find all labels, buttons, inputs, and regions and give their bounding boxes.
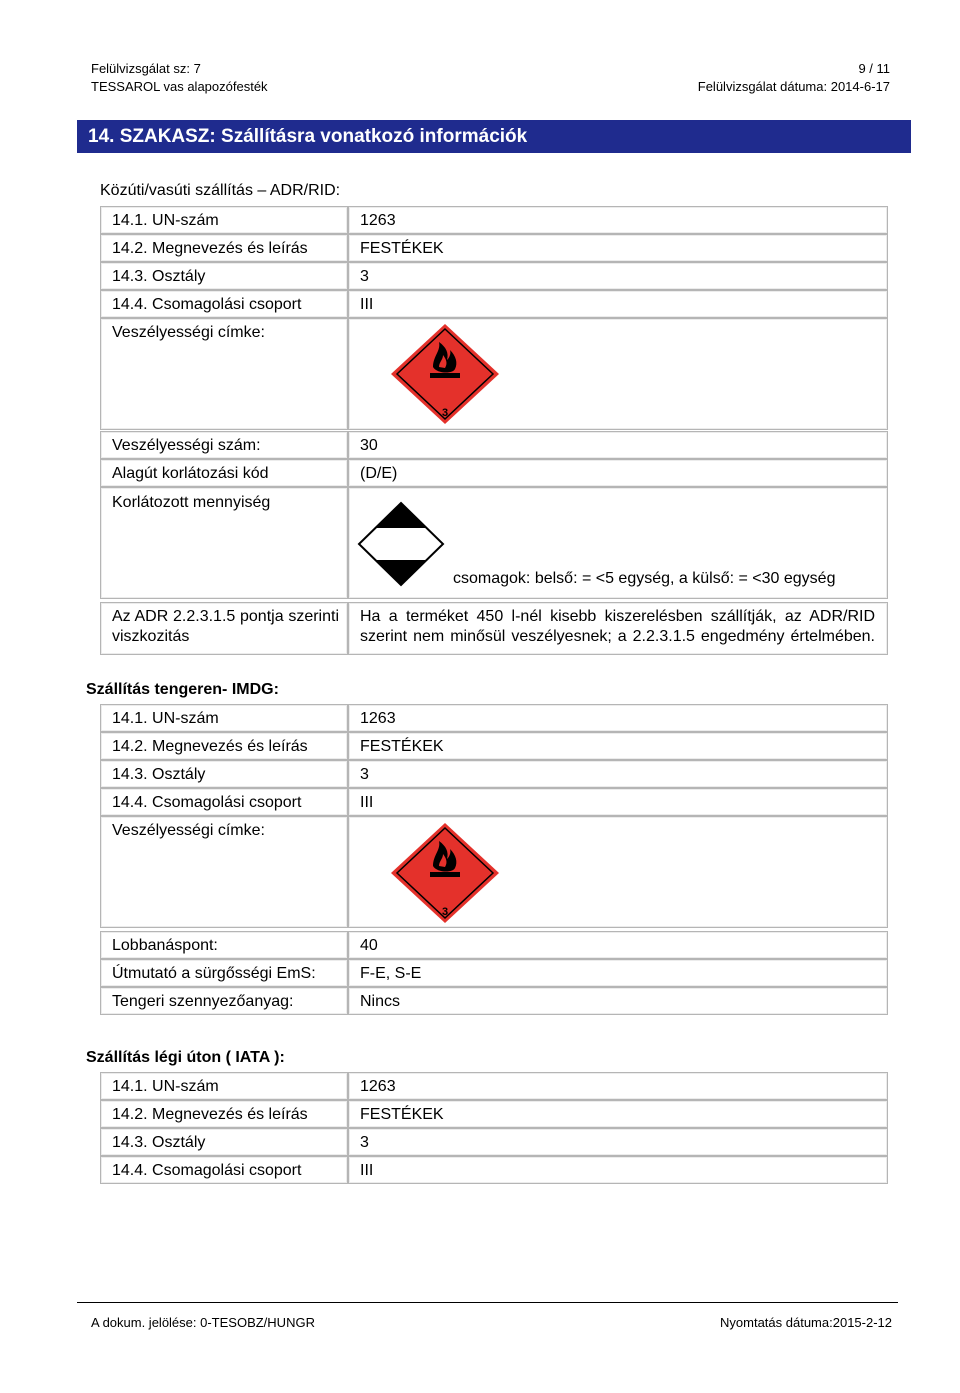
limited-quantity-note: csomagok: belső: = <5 egység, a külső: = <30 egység (453, 570, 836, 587)
road-tunnel-code-value: (D/E) (348, 459, 888, 487)
footer-divider (77, 1302, 898, 1303)
road-shipping-name-label: 14.2. Megnevezés és leírás (100, 234, 348, 262)
flash-point-label: Lobbanáspont: (100, 931, 348, 959)
sea-transport-title: Szállítás tengeren- IMDG: (86, 681, 279, 698)
road-hazard-label-cell (348, 318, 888, 430)
air-class-value: 3 (348, 1128, 888, 1156)
road-hazard-label-title: Veszélyességi címke: (100, 318, 348, 430)
revision-number: Felülvizsgálat sz: 7 (91, 61, 201, 76)
sea-shipping-name-label: 14.2. Megnevezés és leírás (100, 732, 348, 760)
road-un-number-value: 1263 (348, 206, 888, 234)
air-un-number-label: 14.1. UN-szám (100, 1072, 348, 1100)
sea-packing-group-label: 14.4. Csomagolási csoport (100, 788, 348, 816)
sea-hazard-class-number: 3 (441, 906, 449, 918)
air-un-number-value: 1263 (348, 1072, 888, 1100)
limited-quantity-icon (357, 501, 445, 587)
road-un-number-label: 14.1. UN-szám (100, 206, 348, 234)
adr-viscosity-value: Ha a terméket 450 l-nél kisebb kiszerelésben szállítják, az ADR/RID szerint nem minősül veszélyesnek; a 2.2.3.1.5 engedmény értelmében. (348, 602, 888, 655)
sea-hazard-label-title: Veszélyességi címke: (100, 816, 348, 928)
document-id: A dokum. jelölése: 0-TESOBZ/HUNGR (91, 1315, 315, 1330)
road-hazard-number-label: Veszélyességi szám: (100, 431, 348, 459)
sea-hazard-label-cell (348, 816, 888, 928)
road-packing-group-value: III (348, 290, 888, 318)
limited-quantity-cell (348, 487, 888, 599)
adr-viscosity-label: Az ADR 2.2.3.1.5 pontja szerinti viszkozitás (100, 602, 348, 655)
sea-class-label: 14.3. Osztály (100, 760, 348, 788)
air-shipping-name-value: FESTÉKEK (348, 1100, 888, 1128)
limited-quantity-label: Korlátozott mennyiség (100, 487, 348, 599)
print-date: Nyomtatás dátuma:2015-2-12 (720, 1315, 892, 1330)
flash-point-value: 40 (348, 931, 888, 959)
air-shipping-name-label: 14.2. Megnevezés és leírás (100, 1100, 348, 1128)
flammable-liquid-icon (389, 322, 501, 426)
road-hazard-number-value: 30 (348, 431, 888, 459)
air-class-label: 14.3. Osztály (100, 1128, 348, 1156)
marine-pollutant-label: Tengeri szennyezőanyag: (100, 987, 348, 1015)
road-tunnel-code-label: Alagút korlátozási kód (100, 459, 348, 487)
sea-un-number-value: 1263 (348, 704, 888, 732)
sea-class-value: 3 (348, 760, 888, 788)
sea-packing-group-value: III (348, 788, 888, 816)
air-transport-title: Szállítás légi úton ( IATA ): (86, 1049, 285, 1066)
air-packing-group-value: III (348, 1156, 888, 1184)
road-class-label: 14.3. Osztály (100, 262, 348, 290)
section-title-bar: 14. SZAKASZ: Szállításra vonatkozó információk (77, 120, 911, 153)
road-class-value: 3 (348, 262, 888, 290)
sea-shipping-name-value: FESTÉKEK (348, 732, 888, 760)
road-shipping-name-value: FESTÉKEK (348, 234, 888, 262)
page-number: 9 / 11 (858, 61, 890, 76)
road-hazard-class-number: 3 (441, 407, 449, 419)
road-transport-title: Közúti/vasúti szállítás – ADR/RID: (100, 182, 341, 199)
revision-date: Felülvizsgálat dátuma: 2014-6-17 (697, 79, 890, 94)
sea-un-number-label: 14.1. UN-szám (100, 704, 348, 732)
road-packing-group-label: 14.4. Csomagolási csoport (100, 290, 348, 318)
product-name: TESSAROL vas alapozófesték (91, 79, 268, 94)
ems-label: Útmutató a sürgősségi EmS: (100, 959, 348, 987)
flammable-liquid-icon (389, 821, 501, 925)
air-packing-group-label: 14.4. Csomagolási csoport (100, 1156, 348, 1184)
marine-pollutant-value: Nincs (348, 987, 888, 1015)
ems-value: F-E, S-E (348, 959, 888, 987)
